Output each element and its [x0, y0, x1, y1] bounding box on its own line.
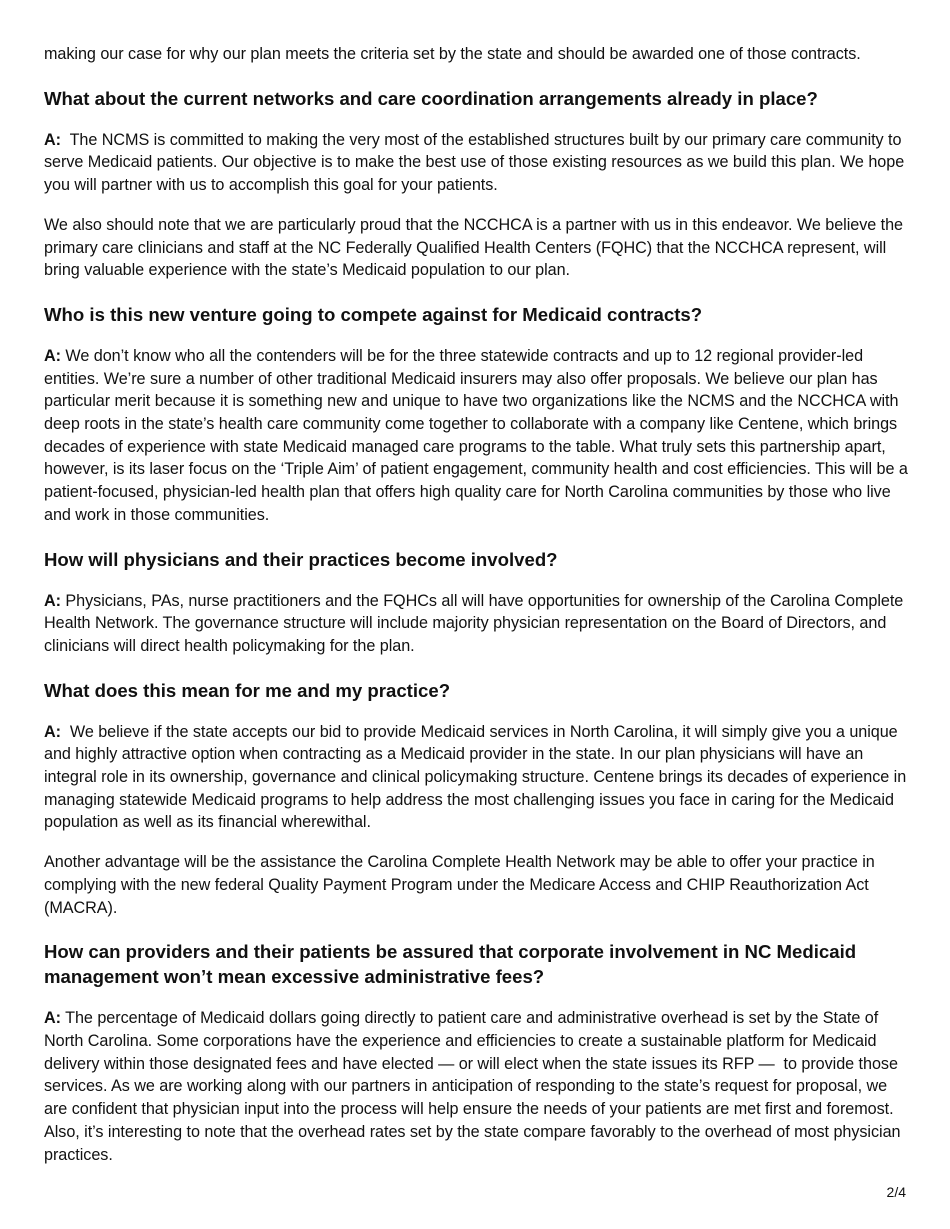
answer-paragraph-involvement	[44, 590, 910, 658]
question-heading-networks: What about the current networks and care coordination arrangements already in place?	[44, 87, 818, 109]
question-heading-competition: Who is this new venture going to compete against for Medicaid contracts?	[44, 303, 703, 325]
answer-text: The NCMS is committed to making the very most of the established structures built by our primary care community to serve Medicaid patients. Our objective is to make the best use of those existing resources as we build this plan. We hope you will partner with us to accomplish this goal for your patients.	[44, 130, 909, 195]
answer-prefix: A:	[44, 591, 61, 610]
question-heading-my-practice: What does this mean for me and my practice?	[44, 679, 451, 701]
answer-text: Physicians, PAs, nurse practitioners and the FQHCs all will have opportunities for ownership of the Carolina Complete Health Network. The governance structure will include majority physician representation on the Board of Directors, and clinicians will direct health policymaking for the plan.	[44, 591, 908, 655]
answer-paragraph-networks	[44, 129, 910, 197]
answer-prefix: A:	[44, 1009, 61, 1028]
answer-prefix: A:	[44, 722, 61, 741]
answer-text: We don’t know who all the contenders will be for the three statewide contracts and up to 12 regional provider-led entities. We’re sure a number of other traditional Medicaid insurers may also offer proposals. We believe our plan has particular merit because it is something new and unique to have two organizations like the NCMS and the NCCHCA with deep roots in the state’s health care community come together to collaborate with a company like Centene, which brings decades of experience with state Medicaid managed care programs to the table. What truly sets this partnership apart, however, is its laser focus on the ‘Triple Aim’ of patient engagement, community health and cost efficiencies. This will be a patient-focused, physician-led health plan that offers high quality care for North Carolina communities by those who live and work in those communities.	[44, 346, 913, 524]
extra-paragraph-macra: Another advantage will be the assistance the Carolina Complete Health Network may be able to offer your practice in complying with the new federal Quality Payment Program under the Medicare Access and CHIP Reauthorization Act (MACRA).	[44, 853, 875, 917]
question-heading-involvement: How will physicians and their practices become involved?	[44, 548, 558, 570]
answer-text: The percentage of Medicaid dollars going directly to patient care and administrative overhead is set by the State of North Carolina. Some corporations have the experience and efficiencies to create a sustainable platform for Medicaid delivery within those designated fees and have elected — or will elect when the state issues its RFP — to provide those services. As we are working along with our partners in anticipation of responding to the state’s request for proposal, we are confident that physician input into the process will help ensure the needs of your patients are met first and foremost. Also, it’s interesting to note that the overhead rates set by the state compare favorably to the overhead of most physician practices.	[44, 1009, 905, 1164]
answer-paragraph-admin-fees	[44, 1007, 910, 1166]
answer-paragraph-my-practice	[44, 721, 910, 835]
answer-paragraph-competition	[44, 345, 913, 527]
extra-paragraph-ncchca: We also should note that we are particularly proud that the NCCHCA is a partner with us in this endeavor. We believe the primary care clinicians and staff at the NC Federally Qualified Health Centers (FQHC) that the NCCHCA represent, will bring valuable experience with the state’s Medicaid population to our plan.	[44, 215, 903, 280]
document-page	[44, 40, 913, 1166]
page-number: 2/4	[886, 1184, 906, 1200]
answer-text: We believe if the state accepts our bid to provide Medicaid services in North Carolina, it will simply give you a unique and highly attractive option when contracting as a Medicaid provider in the state. In our plan physicians will have an integral role in its ownership, governance and clinical policymaking structure. Centene brings its decades of experience in managing statewide Medicaid programs to help address the most challenging issues you face in caring for the Medicaid population as well as its financial wherewithal.	[44, 722, 911, 832]
question-heading-admin-fees: How can providers and their patients be assured that corporate involvement in NC Medicaid management won’t mean excessive administrative fees?	[44, 941, 857, 988]
intro-paragraph-tail: making our case for why our plan meets the criteria set by the state and should be awarded one of those contracts.	[44, 45, 861, 63]
answer-prefix: A:	[44, 130, 61, 149]
answer-prefix: A:	[44, 346, 61, 365]
